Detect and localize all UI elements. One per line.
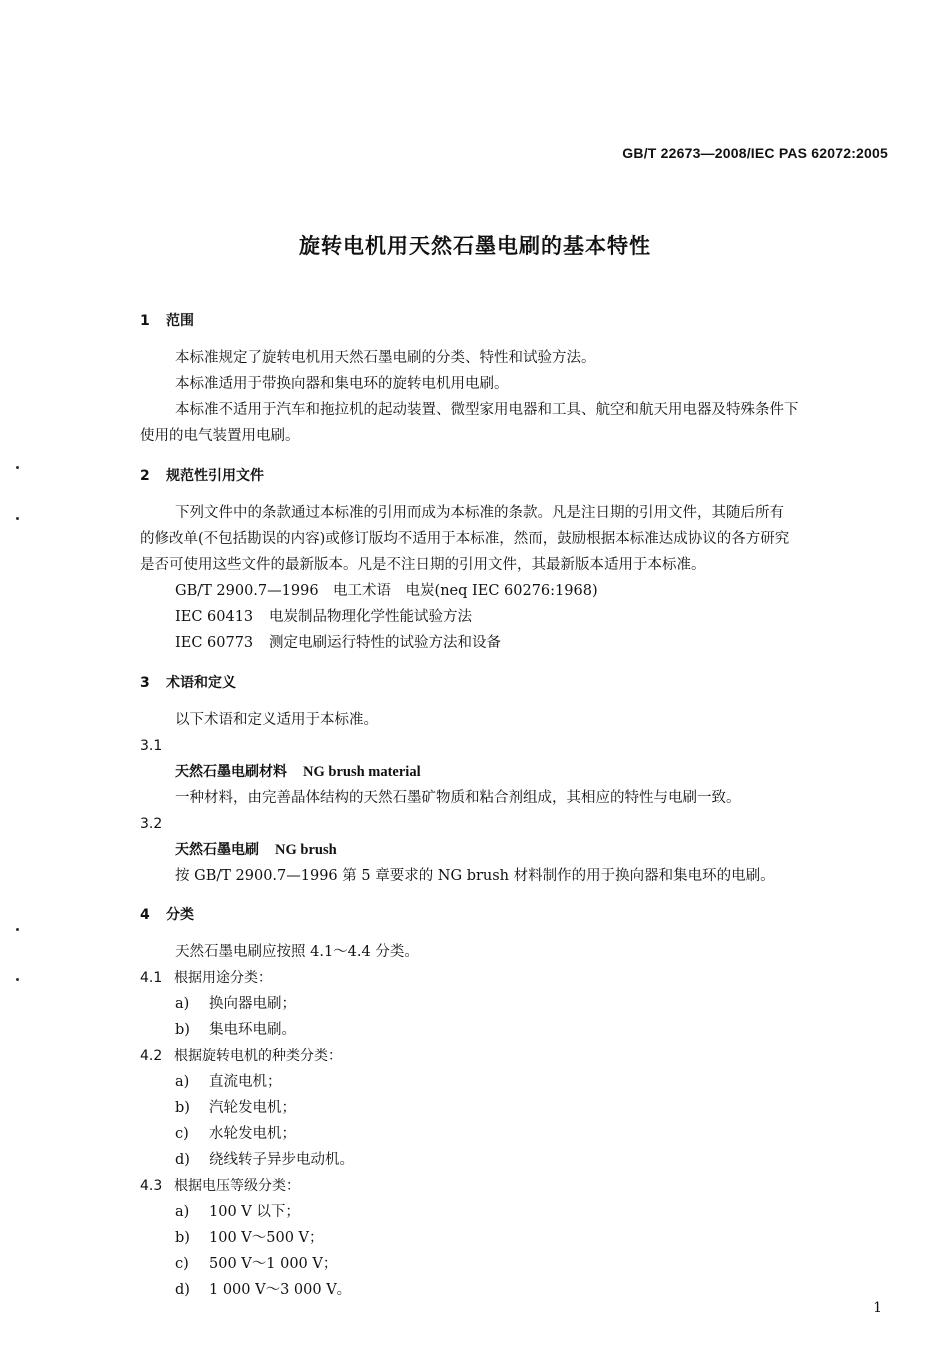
list-text: 直流电机； xyxy=(209,1074,282,1090)
list-item xyxy=(175,1280,351,1300)
margin-mark xyxy=(16,517,19,520)
paragraph-continuation: 的修改单(不包括勘误的内容)或修订版均不适用于本标准，然而，鼓励根据本标准达成协议的各方研究 xyxy=(140,531,790,547)
reference-title: 电工术语 电炭(neq IEC 60276:1968) xyxy=(333,583,598,599)
clause-title: 根据用途分类： xyxy=(174,970,272,986)
list-label: d) xyxy=(175,1282,190,1298)
term-en: NG brush xyxy=(275,842,337,858)
paragraph: 天然石墨电刷应按照 4.1～4.4 分类。 xyxy=(175,944,419,960)
reference-item xyxy=(175,581,598,601)
clause-4-3 xyxy=(140,1176,300,1196)
clause-number: 4.3 xyxy=(140,1178,163,1194)
reference-code: GB/T 2900.7—1996 xyxy=(175,583,319,599)
term-en: NG brush material xyxy=(303,764,421,780)
list-label: c) xyxy=(175,1256,189,1272)
list-label: b) xyxy=(175,1100,190,1116)
page-number: 1 xyxy=(873,1300,882,1316)
clause-number: 4.1 xyxy=(140,970,163,986)
list-item xyxy=(175,1202,300,1222)
list-item xyxy=(175,1020,296,1040)
reference-item xyxy=(175,633,501,653)
list-label: d) xyxy=(175,1152,190,1168)
section-title: 术语和定义 xyxy=(166,675,236,691)
term-number: 3.2 xyxy=(140,816,163,832)
list-item xyxy=(175,1254,337,1274)
paragraph: 以下术语和定义适用于本标准。 xyxy=(175,712,378,728)
clause-title: 根据电压等级分类： xyxy=(174,1178,300,1194)
list-item xyxy=(175,1228,324,1248)
list-text: 1 000 V～3 000 V。 xyxy=(209,1282,352,1298)
list-item xyxy=(175,1098,296,1118)
list-label: a) xyxy=(175,1204,190,1220)
section-title: 分类 xyxy=(166,907,194,923)
margin-mark xyxy=(16,928,19,931)
list-label: b) xyxy=(175,1230,190,1246)
list-item xyxy=(175,994,296,1014)
reference-item xyxy=(175,607,472,627)
section-title: 规范性引用文件 xyxy=(166,468,264,484)
clause-4-1 xyxy=(140,968,272,988)
section-2-heading xyxy=(140,466,264,486)
list-item xyxy=(175,1072,282,1092)
term-entry xyxy=(175,762,421,782)
list-item xyxy=(175,1124,296,1144)
list-text: 100 V～500 V； xyxy=(209,1230,324,1246)
list-text: 换向器电刷； xyxy=(209,996,296,1012)
section-1-heading xyxy=(140,311,194,331)
reference-code: IEC 60773 xyxy=(175,635,254,651)
list-item xyxy=(175,1150,354,1170)
section-number: 3 xyxy=(140,675,150,691)
section-number: 2 xyxy=(140,468,150,484)
list-label: a) xyxy=(175,1074,190,1090)
section-number: 4 xyxy=(140,907,150,923)
paragraph-continuation: 是否可使用这些文件的最新版本。凡是不注日期的引用文件，其最新版本适用于本标准。 xyxy=(140,557,706,573)
term-zh: 天然石墨电刷 xyxy=(175,842,259,858)
term-number: 3.1 xyxy=(140,738,163,754)
margin-mark xyxy=(16,978,19,981)
list-text: 集电环电刷。 xyxy=(209,1022,296,1038)
list-text: 水轮发电机； xyxy=(209,1126,296,1142)
list-text: 汽轮发电机； xyxy=(209,1100,296,1116)
list-label: a) xyxy=(175,996,190,1012)
list-text: 500 V～1 000 V； xyxy=(209,1256,338,1272)
list-label: c) xyxy=(175,1126,189,1142)
term-definition: 一种材料，由完善晶体结构的天然石墨矿物质和粘合剂组成，其相应的特性与电刷一致。 xyxy=(175,790,741,806)
reference-code: IEC 60413 xyxy=(175,609,254,625)
reference-title: 测定电刷运行特性的试验方法和设备 xyxy=(269,635,501,651)
document-title: 旋转电机用天然石墨电刷的基本特性 xyxy=(299,234,651,258)
paragraph-continuation: 使用的电气装置用电刷。 xyxy=(140,428,300,444)
paragraph: 本标准规定了旋转电机用天然石墨电刷的分类、特性和试验方法。 xyxy=(175,350,596,366)
standard-number: GB/T 22673—2008/IEC PAS 62072:2005 xyxy=(622,145,888,161)
section-4-heading xyxy=(140,905,194,925)
list-label: b) xyxy=(175,1022,190,1038)
list-text: 绕线转子异步电动机。 xyxy=(209,1152,354,1168)
margin-mark xyxy=(16,466,19,469)
term-zh: 天然石墨电刷材料 xyxy=(175,764,287,780)
reference-title: 电炭制品物理化学性能试验方法 xyxy=(269,609,472,625)
clause-number: 4.2 xyxy=(140,1048,163,1064)
section-3-heading xyxy=(140,673,236,693)
section-number: 1 xyxy=(140,313,150,329)
paragraph: 下列文件中的条款通过本标准的引用而成为本标准的条款。凡是注日期的引用文件，其随后所有 xyxy=(175,505,784,521)
term-definition: 按 GB/T 2900.7—1996 第 5 章要求的 NG brush 材料制作的用于换向器和集电环的电刷。 xyxy=(175,868,775,884)
list-text: 100 V 以下； xyxy=(209,1204,300,1220)
clause-title: 根据旋转电机的种类分类： xyxy=(174,1048,342,1064)
clause-4-2 xyxy=(140,1046,342,1066)
term-entry xyxy=(175,840,337,860)
paragraph: 本标准不适用于汽车和拖拉机的起动装置、微型家用电器和工具、航空和航天用电器及特殊条件下 xyxy=(175,402,799,418)
paragraph: 本标准适用于带换向器和集电环的旋转电机用电刷。 xyxy=(175,376,509,392)
section-title: 范围 xyxy=(166,313,194,329)
